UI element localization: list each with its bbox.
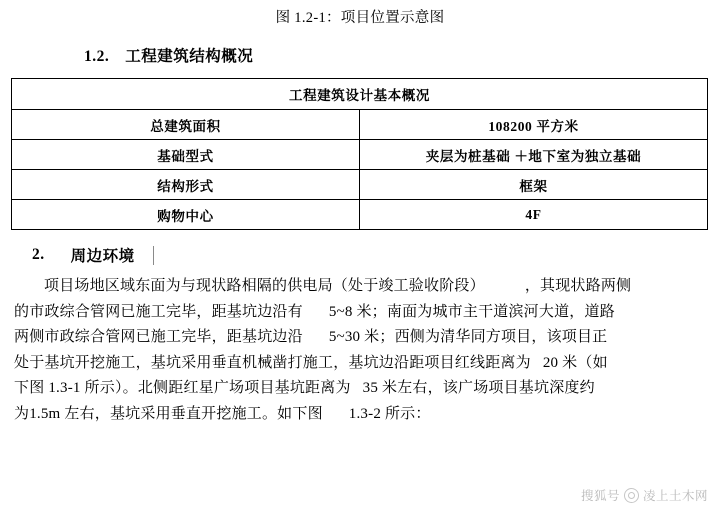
table-cell-label: 总建筑面积 [12, 110, 360, 140]
line-text: ，其现状路两侧 [524, 278, 632, 294]
table-row [12, 200, 708, 230]
watermark-suffix: 凌上土木网 [642, 489, 708, 503]
figure-caption: 图 1.2-1：项目位置示意图 [275, 10, 445, 26]
line-text: 为1.5m 左右，基坑采用垂直开挖施工。如下图 [14, 405, 323, 422]
paragraph-line [14, 325, 706, 351]
body-paragraph [10, 274, 710, 458]
table-row [12, 140, 708, 170]
table-cell-label: 购物中心 [12, 200, 360, 230]
table-cell-label: 结构形式 [12, 170, 360, 200]
table-cell-value: 108200 平方米 [360, 110, 708, 140]
table-row [12, 110, 708, 140]
paragraph-line [14, 351, 706, 377]
paragraph-line [14, 300, 706, 326]
line-text: 项目场地区域东面为与现状路相隔的供电局（处于竣工验收阶段） [44, 278, 485, 294]
line-text: 20 米（如 [542, 354, 608, 371]
section-title: 工程建筑结构概况 [125, 48, 254, 65]
line-text: 下图 1.3-1 所示）。北侧距红星广场项目基坑距离为 [14, 380, 351, 396]
paragraph-line [14, 376, 706, 402]
line-text: 两侧市政综合管网已施工完毕，距基坑边沿 [14, 329, 303, 345]
watermark-logo-icon [624, 488, 639, 503]
document-page [0, 6, 720, 510]
paragraph-line [14, 274, 706, 300]
line-text: 1.3-2 所示： [348, 405, 431, 422]
table-cell-value: 框架 [360, 170, 708, 200]
section-heading-1-2 [84, 44, 710, 66]
paragraph-line [14, 402, 706, 428]
section-number: 2. [32, 246, 45, 263]
table-header-cell: 工程建筑设计基本概况 [12, 79, 708, 110]
section-number: 1.2. [84, 48, 110, 65]
table-cell-label: 基础型式 [12, 140, 360, 170]
section-title: 周边环境 [70, 248, 135, 265]
line-text: 5~30 米；西侧为清华同方项目，该项目正 [328, 329, 608, 345]
line-text: 35 米左右，该广场项目基坑深度约 [362, 380, 595, 396]
text-cursor [153, 246, 154, 265]
table-cell-value: 夹层为桩基础 ＋地下室为独立基础 [360, 140, 708, 170]
paragraph-lines-clipped [14, 376, 706, 458]
line-text: 5~8 米；南面为城市主干道滨河大道，道路 [328, 303, 615, 320]
watermark [581, 486, 708, 504]
line-text: 处于基坑开挖施工，基坑采用垂直机械凿打施工，基坑边沿距项目红线距离为 [14, 354, 531, 371]
table-cell-value: 4F [360, 200, 708, 230]
table-header-row [12, 79, 708, 110]
section-heading-2 [32, 244, 710, 266]
building-spec-table [11, 78, 708, 230]
watermark-prefix: 搜狐号 [580, 489, 620, 503]
line-text: 的市政综合管网已施工完毕，距基坑边沿有 [14, 303, 303, 320]
table-row [12, 170, 708, 200]
